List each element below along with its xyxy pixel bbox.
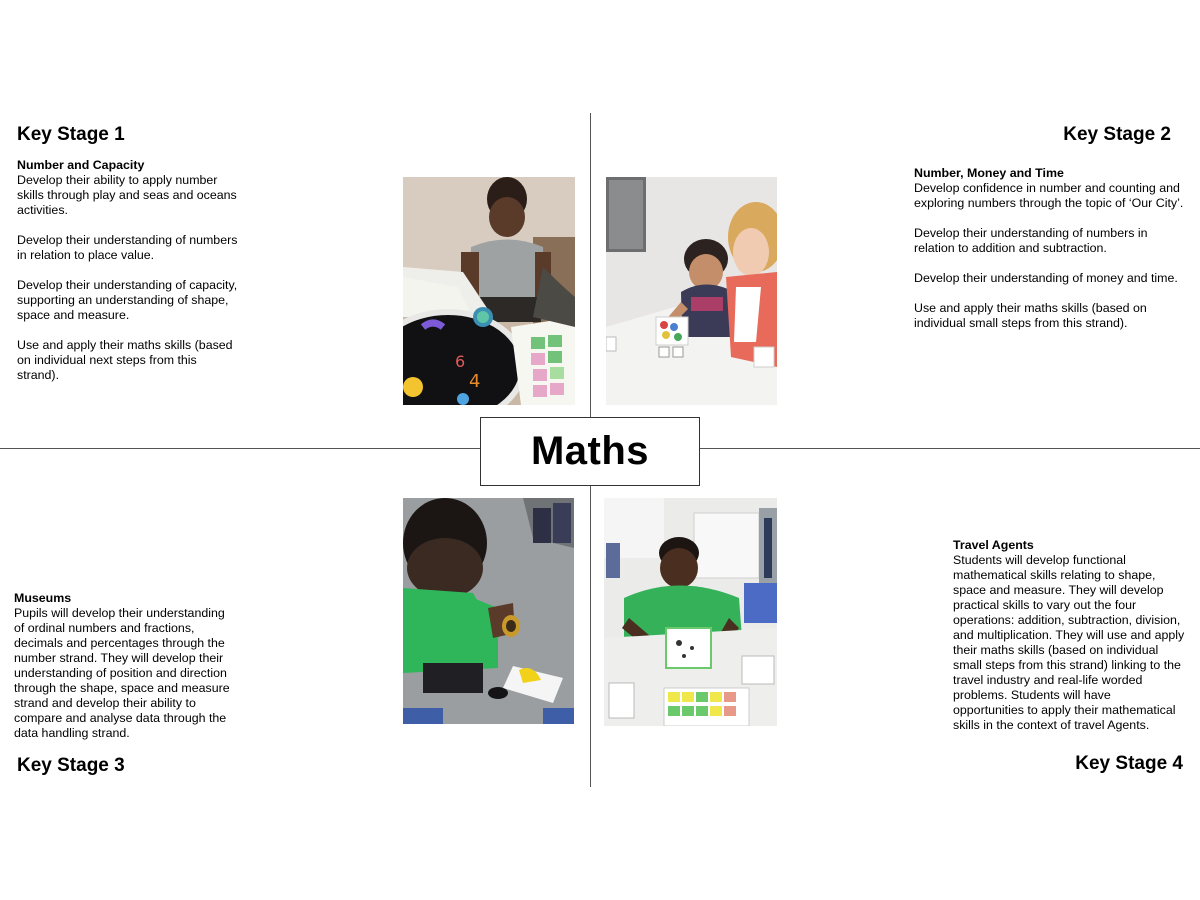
ks3-photo bbox=[403, 498, 574, 724]
ks2-text bbox=[914, 166, 1189, 331]
ks4-body: Students will develop functional mathematical skills relating to shape, space and measure. They will develop practical skills to vary out the four operations: addition, subtraction, division, and multiplication. They will use and apply their maths skills (based on individual small steps from this strand) linking to the travel industry and real-life worded problems. Students will have opportunities to apply their mathematical skills in the context of travel Agents. bbox=[953, 553, 1185, 732]
ks4-heading: Key Stage 4 bbox=[1075, 753, 1183, 774]
ks1-heading: Key Stage 1 bbox=[17, 124, 125, 145]
ks4-photo bbox=[604, 498, 777, 726]
ks1-paragraph: Develop their understanding of numbers in relation to place value. bbox=[17, 233, 238, 262]
ks2-paragraph: Develop their understanding of money and time. bbox=[914, 271, 1178, 285]
ks1-subtitle: Number and Capacity bbox=[17, 158, 145, 172]
ks2-heading: Key Stage 2 bbox=[1063, 124, 1171, 145]
ks2-photo bbox=[606, 177, 777, 405]
ks3-subtitle: Museums bbox=[14, 591, 72, 605]
ks1-photo bbox=[403, 177, 575, 405]
ks4-subtitle: Travel Agents bbox=[953, 538, 1034, 552]
svg-text:6: 6 bbox=[455, 352, 466, 371]
ks4-text bbox=[953, 538, 1185, 733]
page-title: Maths bbox=[480, 417, 700, 486]
ks2-paragraph: Develop confidence in number and counting and exploring numbers through the topic of ‘Our City’. bbox=[914, 181, 1184, 210]
ks1-paragraph: Develop their understanding of capacity, supporting an understanding of shape, space and measure. bbox=[17, 278, 238, 322]
ks3-body: Pupils will develop their understanding of ordinal numbers and fractions, decimals and percentages through the number strand. They will develop their understanding of position and direction through the shape, space and measure strand and develop their ability to compare and analyse data through the data handling strand. bbox=[14, 606, 230, 740]
ks1-paragraph: Develop their ability to apply number skills through play and seas and oceans activities. bbox=[17, 173, 237, 217]
ks1-paragraph: Use and apply their maths skills (based on individual next steps from this strand). bbox=[17, 338, 233, 382]
ks3-text bbox=[14, 591, 236, 741]
ks2-paragraph: Develop their understanding of numbers in relation to addition and subtraction. bbox=[914, 226, 1148, 255]
svg-text:4: 4 bbox=[469, 371, 481, 392]
ks2-subtitle: Number, Money and Time bbox=[914, 166, 1064, 180]
ks1-text bbox=[17, 158, 242, 383]
ks2-paragraph: Use and apply their maths skills (based on individual small steps from this strand). bbox=[914, 301, 1147, 330]
ks3-heading: Key Stage 3 bbox=[17, 755, 125, 776]
